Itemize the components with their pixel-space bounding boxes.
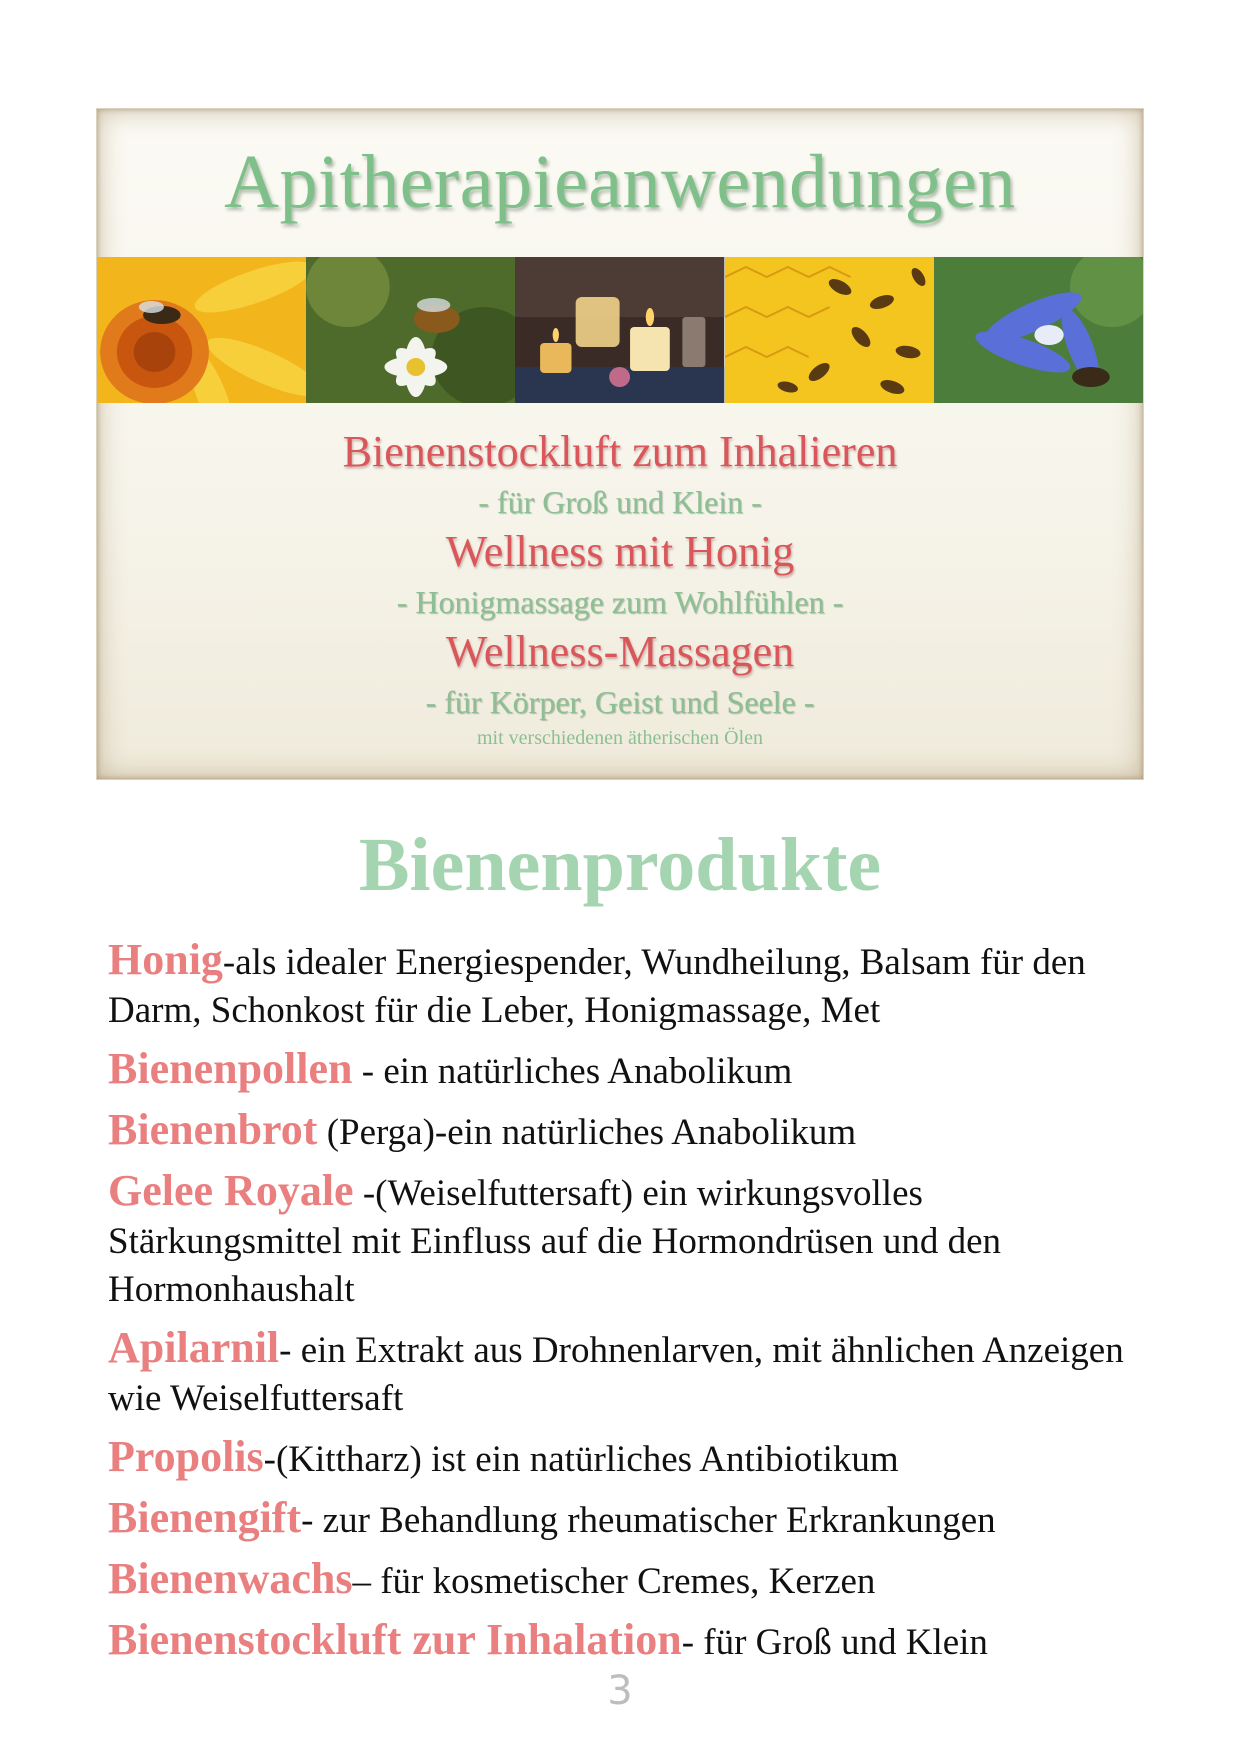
sunflower-bee-photo xyxy=(97,257,306,403)
product-name: Gelee Royale xyxy=(108,1166,354,1215)
service-heading: Bienenstockluft zum Inhalieren xyxy=(342,427,898,476)
banner-services xyxy=(97,425,1143,751)
product-item xyxy=(108,1616,1148,1667)
service-heading: Wellness-Massagen xyxy=(445,627,795,676)
banner-title: Apitherapieanwendungen xyxy=(224,140,1016,224)
product-description: -(Weiselfuttersaft) ein wirkungsvolles Stärkungsmittel mit Einfluss auf die Hormondrüsen und den Hormonhaushalt xyxy=(108,1173,1002,1310)
product-item xyxy=(108,1494,1148,1545)
product-name: Bienenpollen xyxy=(108,1044,353,1093)
product-list xyxy=(108,936,1148,1677)
product-item xyxy=(108,936,1148,1035)
product-name: Bienengift xyxy=(108,1493,302,1542)
honeycomb-bees-photo xyxy=(725,257,934,403)
product-item xyxy=(108,1433,1148,1484)
service-subheading: - für Körper, Geist und Seele - xyxy=(425,684,815,720)
photo-strip xyxy=(97,257,1143,403)
product-name: Bienenstockluft zur Inhalation xyxy=(108,1615,682,1664)
product-description: - ein Extrakt aus Drohnenlarven, mit ähnlichen Anzeigen wie Weiselfuttersaft xyxy=(108,1330,1124,1419)
page-number: 3 xyxy=(607,1668,633,1714)
service-heading: Wellness mit Honig xyxy=(445,527,795,576)
candles-photo xyxy=(515,257,724,403)
product-item xyxy=(108,1106,1148,1157)
product-description: - für Groß und Klein xyxy=(681,1622,988,1663)
product-item xyxy=(108,1555,1148,1606)
page-heading: Bienenprodukte xyxy=(358,823,882,907)
product-description: - ein natürliches Anabolikum xyxy=(352,1051,793,1092)
product-description: – für kosmetischer Cremes, Kerzen xyxy=(352,1561,876,1602)
product-item xyxy=(108,1167,1148,1314)
service-subheading: - für Groß und Klein - xyxy=(478,484,762,520)
product-item xyxy=(108,1324,1148,1423)
service-note: mit verschiedenen ätherischen Ölen xyxy=(477,727,763,749)
white-flower-bee-photo xyxy=(306,257,515,403)
banner-sign xyxy=(96,108,1144,780)
product-description: - zur Behandlung rheumatischer Erkrankungen xyxy=(301,1500,996,1541)
product-name: Apilarnil xyxy=(108,1323,280,1372)
product-name: Honig xyxy=(108,935,223,984)
service-subheading: - Honigmassage zum Wohlfühlen - xyxy=(396,584,844,620)
product-description: -(Kittharz) ist ein natürliches Antibiotikum xyxy=(263,1439,899,1480)
product-description: -als idealer Energiespender, Wundheilung, Balsam für den Darm, Schonkost für die Leber, Honigmassage, Met xyxy=(108,942,1086,1031)
product-name: Bienenbrot xyxy=(108,1105,318,1154)
product-description: (Perga)-ein natürliches Anabolikum xyxy=(317,1112,857,1153)
product-name: Bienenwachs xyxy=(108,1554,353,1603)
product-item xyxy=(108,1045,1148,1096)
blue-flower-bee-photo xyxy=(934,257,1143,403)
product-name: Propolis xyxy=(108,1432,264,1481)
